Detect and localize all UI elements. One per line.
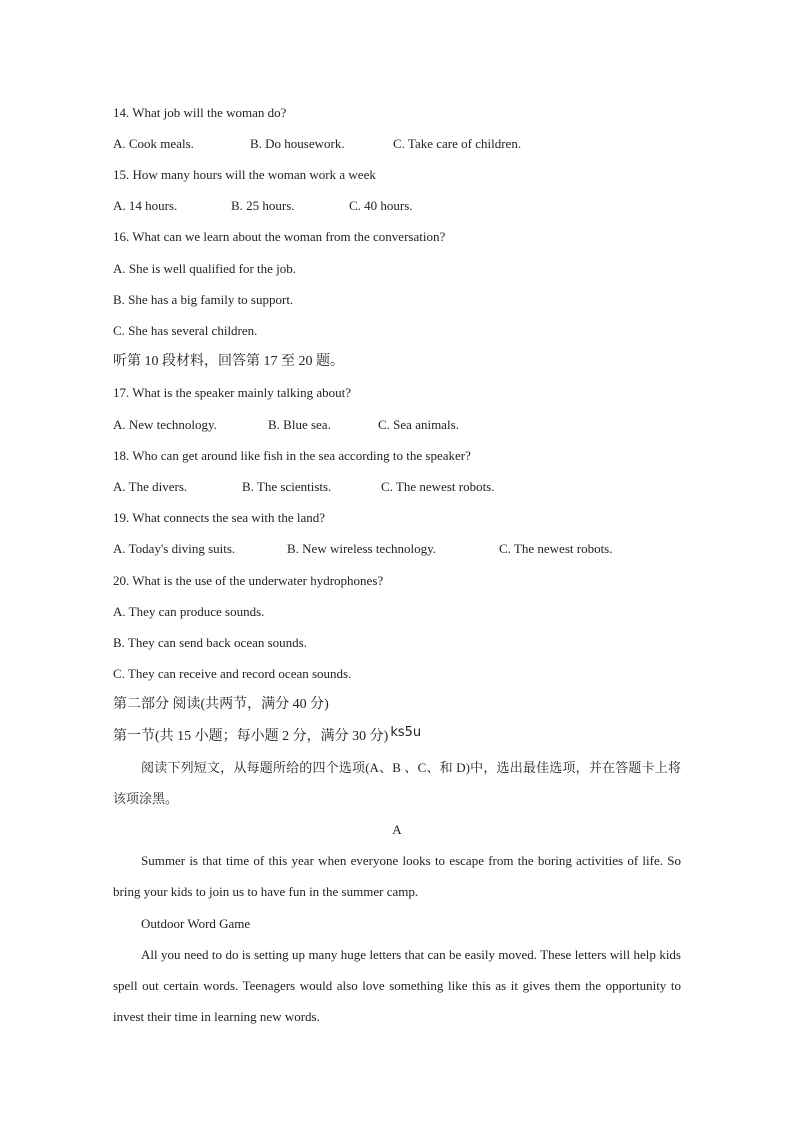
q20-stem: 20. What is the use of the underwater hydrophones?	[113, 573, 384, 588]
q15-option-b: B. 25 hours.	[231, 198, 295, 213]
section-1-heading	[113, 725, 422, 746]
q14-stem: 14. What job will the woman do?	[113, 105, 287, 120]
q16-stem: 16. What can we learn about the woman from the conversation?	[113, 229, 446, 244]
q14-option-a: A. Cook meals.	[113, 136, 194, 151]
q16-option-a: A. She is well qualified for the job.	[113, 261, 297, 276]
q15-option-c: C. 40 hours.	[349, 198, 413, 213]
passage-paragraph-1: Summer is that time of this year when everyone looks to escape from the boring activities of life. So bring your kids to join us to have fun in the summer camp.	[113, 853, 681, 899]
q16-option-c: C. She has several children.	[113, 323, 258, 338]
q17-stem: 17. What is the speaker mainly talking about?	[113, 385, 352, 400]
q19-stem: 19. What connects the sea with the land?	[113, 510, 326, 525]
passage-label: A	[392, 822, 402, 837]
q17-option-b: B. Blue sea.	[268, 417, 331, 432]
q16-option-b: B. She has a big family to support.	[113, 292, 294, 307]
q19-option-c: C. The newest robots.	[499, 541, 613, 556]
q17-option-c: C. Sea animals.	[378, 417, 459, 432]
passage-paragraph-2: All you need to do is setting up many huge letters that can be easily moved. These letters will help kids spell out certain words. Teenagers would also love something like this as it gives them the opportunity to invest their time in learning new words.	[113, 947, 681, 1024]
q18-option-a: A. The divers.	[113, 479, 188, 494]
q18-option-c: C. The newest robots.	[381, 479, 495, 494]
q18-option-b: B. The scientists.	[242, 479, 332, 494]
q17-option-a: A. New technology.	[113, 417, 217, 432]
section-1-text: 第一节(共 15 小题；每小题 2 分，满分 30 分)	[113, 729, 389, 744]
instruction-paragraph: 阅读下列短文，从每题所给的四个选项(A、B 、C、和 D)中，选出最佳选项，并在答题卡上将该项涂黑。	[113, 760, 681, 806]
part-2-heading: 第二部分 阅读(共两节，满分 40 分)	[113, 697, 329, 712]
q14-option-b: B. Do housework.	[250, 136, 345, 151]
q18-stem: 18. Who can get around like fish in the sea according to the speaker?	[113, 448, 471, 463]
q19-option-b: B. New wireless technology.	[287, 541, 436, 556]
section-10-heading: 听第 10 段材料，回答第 17 至 20 题。	[113, 354, 344, 369]
q19-option-a: A. Today's diving suits.	[113, 541, 236, 556]
q15-option-a: A. 14 hours.	[113, 198, 178, 213]
q15-stem: 15. How many hours will the woman work a week	[113, 167, 376, 182]
q20-option-a: A. They can produce sounds.	[113, 604, 265, 619]
q20-option-b: B. They can send back ocean sounds.	[113, 635, 307, 650]
q20-option-c: C. They can receive and record ocean sounds.	[113, 666, 352, 681]
subheading: Outdoor Word Game	[141, 916, 251, 931]
q14-option-c: C. Take care of children.	[393, 136, 522, 151]
watermark-text: ks5u	[390, 725, 422, 740]
